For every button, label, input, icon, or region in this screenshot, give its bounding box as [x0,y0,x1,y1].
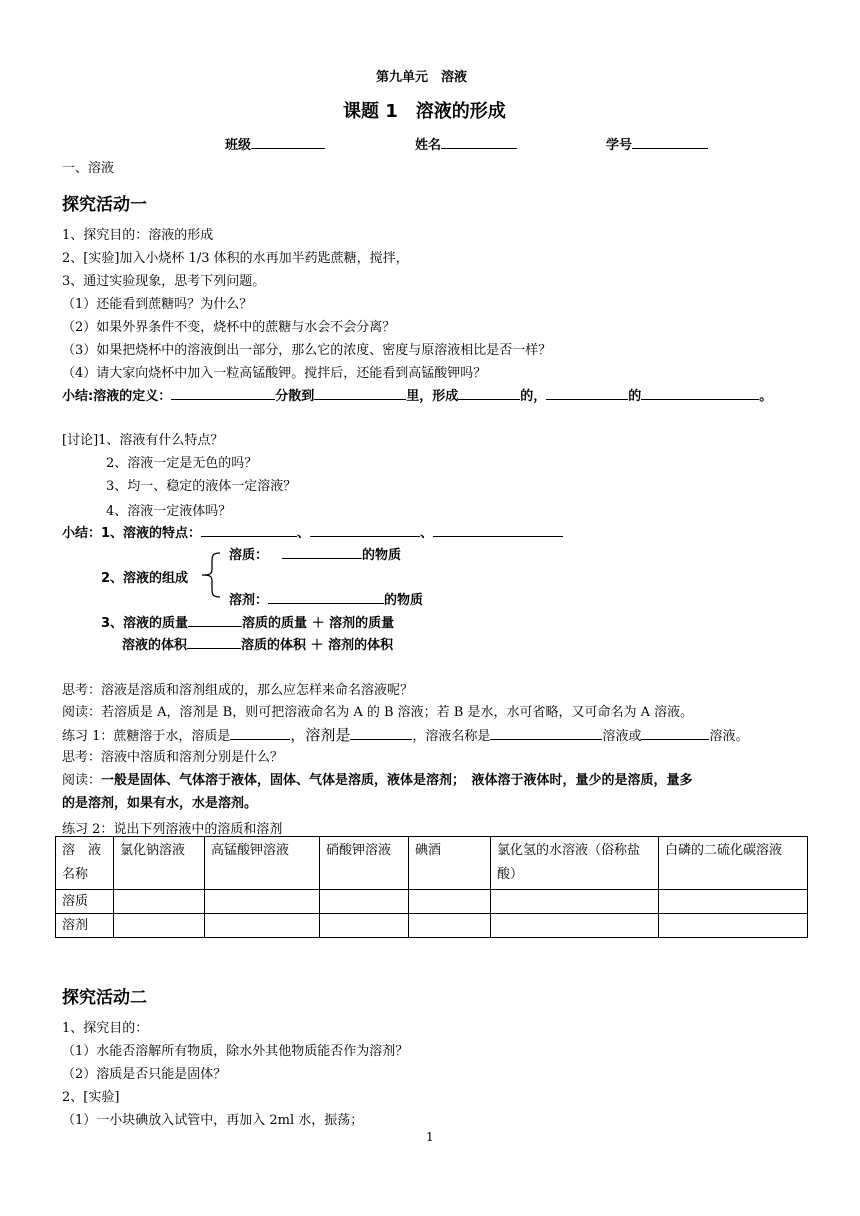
table-cell[interactable] [491,890,659,914]
table-header-cell: 氯化钠溶液 [114,837,205,890]
activity2-line: 2、[实验] [62,1090,120,1105]
lesson-title: 课题 1 溶液的形成 [343,101,506,122]
solute-solvent-table [55,836,808,938]
id-label: 学号 [606,138,633,153]
exercise1-text: 溶液或 [602,729,642,744]
table-cell[interactable] [491,914,659,938]
name-field [415,134,517,153]
blank[interactable] [458,385,520,400]
definition-text: 的 [628,389,642,404]
unit-title: 第九单元 溶液 [376,70,468,85]
composition-label: 2、溶液的组成 [101,571,189,586]
table-header-cell: 碘酒 [409,837,491,890]
exercise1-text: ，溶剂是 [290,726,351,744]
name-blank[interactable] [441,134,517,149]
discussion-line: 4、溶液一定液体吗？ [106,504,232,519]
activity1-line: （1）还能看到蔗糖吗？为什么？ [62,297,253,312]
definition-text: 分散到 [275,389,315,404]
exercise2-line: 练习 2：说出下列溶液中的溶质和溶剂 [62,822,283,837]
blank[interactable] [171,385,275,400]
blank[interactable] [546,385,628,400]
exercise1-text: 溶液。 [709,729,749,744]
table-cell[interactable] [409,914,491,938]
page-number: 1 [426,1130,434,1144]
separator: 、 [420,526,434,541]
blank[interactable] [187,634,241,649]
table-cell[interactable] [114,914,205,938]
read-label: 阅读： [62,773,102,788]
id-field [606,134,708,153]
activity1-line: （2）如果外界条件不变，烧杯中的蔗糖与水会不会分离？ [62,320,396,335]
read-bold-text: 的是溶剂，如果有水，水是溶剂。 [62,796,258,811]
table-cell[interactable] [659,890,808,914]
table-row [56,890,808,914]
exercise1-line [62,724,748,745]
blank[interactable] [282,544,362,559]
activity1-line: 1、探究目的：溶液的形成 [62,228,214,243]
activity2-line: 1、探究目的： [62,1021,149,1036]
table-cell[interactable] [205,914,320,938]
blank[interactable] [230,725,290,740]
table-cell[interactable] [320,890,409,914]
activity1-line: （4）请大家向烧杯中加入一粒高锰酸钾。搅拌后，还能看到高锰酸钾吗？ [62,366,487,381]
table-header-cell: 氯化氢的水溶液（俗称盐酸） [491,837,659,890]
blank[interactable] [433,522,563,537]
volume-rest: 溶质的体积 ＋ 溶剂的体积 [241,638,394,653]
exercise1-text: 练习 1：蔗糖溶于水，溶质是 [62,729,231,744]
class-blank[interactable] [251,134,325,149]
blank[interactable] [201,522,297,537]
features-summary [62,522,563,541]
table-cell[interactable] [409,890,491,914]
table-row [56,914,808,938]
activity1-line: 3、通过实验现象，思考下列问题。 [62,274,266,289]
table-cell[interactable] [114,890,205,914]
exercise1-text: ，溶液名称是 [412,729,491,744]
discussion-line: [讨论]1、溶液有什么特点？ [62,433,224,448]
activity1-line: 2、[实验]加入小烧杯 1/3 体积的水再加半药匙蔗糖，搅拌， [62,251,409,266]
activity2-line: （1）水能否溶解所有物质，除水外其他物质能否作为溶剂？ [62,1044,409,1059]
separator: 、 [297,526,311,541]
read-bold-text: 一般是固体、气体溶于液体，固体、气体是溶质，液体是溶剂； 液体溶于液体时，量少的是溶质，量多 [101,773,693,788]
definition-label: 小结:溶液的定义： [62,389,172,404]
solute-label: 溶质： [229,548,269,563]
table-header-cell: 高锰酸钾溶液 [205,837,320,890]
solute-line [229,544,401,563]
name-label: 姓名 [415,138,442,153]
table-row-label: 溶剂 [56,914,114,938]
blank[interactable] [641,385,759,400]
table-header-cell: 白磷的二硫化碳溶液 [659,837,808,890]
solvent-label: 溶剂： [229,593,269,608]
activity1-line: （3）如果把烧杯中的溶液倒出一部分，那么它的浓度、密度与原溶液相比是否一样？ [62,343,552,358]
definition-text: 。 [759,389,773,404]
definition-text: 的， [520,389,547,404]
solvent-line [229,589,423,608]
discussion-line: 2、溶液一定是无色的吗？ [106,456,258,471]
table-row-label: 溶质 [56,890,114,914]
think-line: 思考：溶液中溶质和溶剂分别是什么？ [62,750,284,765]
table-cell[interactable] [320,914,409,938]
definition-text: 里，形成 [406,389,459,404]
solute-suffix: 的物质 [362,548,402,563]
section-heading: 一、溶液 [62,161,115,176]
mass-rest: 溶质的质量 ＋ 溶剂的质量 [242,616,395,631]
table-header-cell: 溶 液名称 [56,837,114,890]
activity2-title: 探究活动二 [62,988,147,1008]
volume-label: 溶液的体积 [122,638,188,653]
blank[interactable] [268,589,384,604]
table-header-row [56,837,808,890]
blank[interactable] [490,725,602,740]
solvent-suffix: 的物质 [384,593,424,608]
activity1-title: 探究活动一 [62,195,147,215]
table-cell[interactable] [205,890,320,914]
blank[interactable] [350,725,412,740]
activity2-line: （1）一小块碘放入试管中，再加入 2ml 水，振荡； [62,1113,364,1128]
table-cell[interactable] [659,914,808,938]
think-line: 思考：溶液是溶质和溶剂组成的，那么应怎样来命名溶液呢？ [62,683,414,698]
blank[interactable] [314,385,406,400]
read-line: 阅读：若溶质是 A，溶剂是 B，则可把溶液命名为 A 的 B 溶液；若 B 是水，水可省略，又可命名为 A 溶液。 [62,705,694,720]
mass-line [101,612,394,631]
brace-icon [198,550,224,600]
activity2-line: （2）溶质是否只能是固体？ [62,1067,227,1082]
features-label: 小结：1、溶液的特点： [62,526,202,541]
blank[interactable] [310,522,420,537]
id-blank[interactable] [632,134,708,149]
class-field [225,134,325,153]
definition-summary [62,385,772,404]
blank[interactable] [641,725,709,740]
volume-line [122,634,393,653]
read-line [62,769,693,788]
mass-label: 3、溶液的质量 [101,616,189,631]
table-header-cell: 硝酸钾溶液 [320,837,409,890]
class-label: 班级 [225,138,252,153]
blank[interactable] [188,612,242,627]
discussion-line: 3、均一、稳定的液体一定溶液？ [106,479,297,494]
